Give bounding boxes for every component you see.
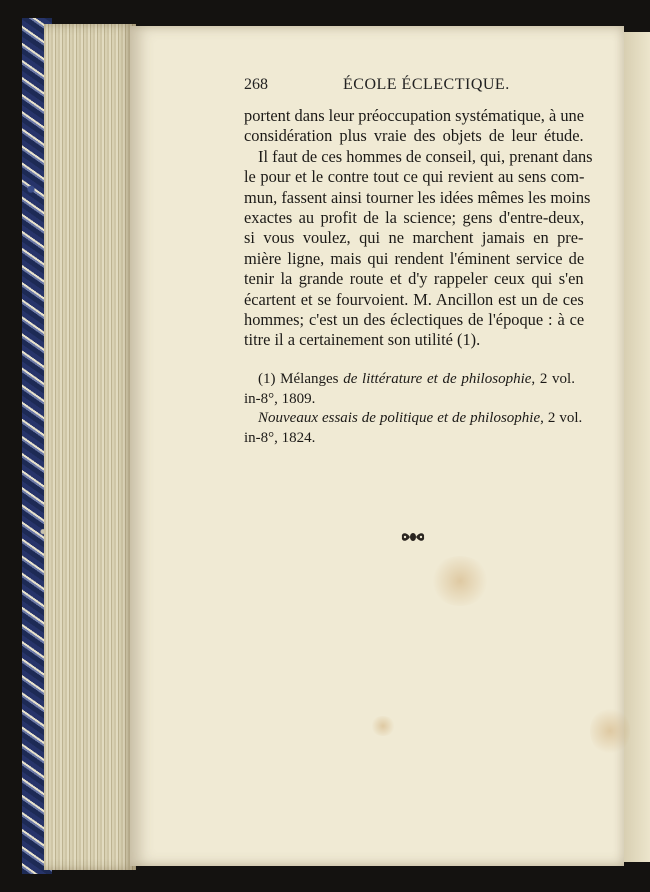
- body-text: [244, 106, 593, 351]
- text-line-content: écartent et se fourvoient. M. Ancillon est un de ces: [244, 289, 584, 309]
- page-edges: [44, 24, 136, 870]
- text-line-content: mun, fassent ainsi tourner les idées mêmes les moins: [244, 187, 591, 207]
- running-head: ÉCOLE ÉCLECTIQUE.: [343, 76, 510, 93]
- footnote-2-title: Nouveaux essais de politique et de philosophie: [258, 410, 541, 426]
- footnotes: [244, 370, 584, 448]
- text-line-content: le pour et le contre tout ce qui revient au sens com-: [244, 167, 585, 187]
- fleuron-ornament-icon: [400, 530, 426, 544]
- text-line: [244, 126, 584, 146]
- foxing-stain: [370, 716, 396, 736]
- page-header: [244, 76, 584, 98]
- text-line: [244, 146, 593, 167]
- text-line-content: exactes au profit de la science; gens d'entre-deux,: [244, 207, 585, 227]
- text-line-content: tenir la grande route et d'y rappeler ceux qui s'en: [244, 269, 584, 289]
- text-line-content: titre il a certainement son utilité (1).: [244, 330, 481, 350]
- text-line: [244, 187, 591, 208]
- text-line: [244, 228, 584, 248]
- foxing-stain: [590, 706, 630, 756]
- footnote-1-rest: , 2 vol.: [531, 371, 575, 387]
- text-line-content: si vous voulez, qui ne marchent jamais en pre-: [244, 228, 584, 248]
- text-line: [244, 269, 584, 289]
- footnote-1-marker: (1) Mélanges: [258, 371, 344, 387]
- text-line: [244, 106, 584, 126]
- footnote-1: [244, 370, 584, 390]
- text-line: [244, 290, 584, 310]
- footnote-2: [244, 409, 584, 429]
- text-line: [244, 249, 584, 269]
- text-line-content: portent dans leur préoccupation systématique, à une: [244, 106, 584, 125]
- text-line-content: Il faut de ces hommes de conseil, qui, prenant dans: [258, 146, 593, 166]
- footnote-1-title: de littérature et de philosophie: [343, 371, 532, 387]
- text-line: [244, 167, 584, 187]
- text-line: [244, 310, 584, 330]
- text-line-content: mière ligne, mais qui rendent l'éminent service de: [244, 248, 585, 268]
- footnote-2-rest: , 2 vol.: [540, 410, 583, 426]
- footnote-1-line2: in-8°, 1809.: [244, 390, 316, 407]
- foxing-stain: [430, 556, 490, 606]
- text-line-content: hommes; c'est un des éclectiques de l'époque : à ce: [244, 309, 585, 329]
- text-line: [244, 208, 584, 228]
- text-line: [244, 330, 584, 350]
- text-line-content: considération plus vraie des objets de leur étude.: [244, 126, 584, 146]
- page-number: 268: [244, 76, 268, 93]
- footnote-2-line2: in-8°, 1824.: [244, 429, 316, 446]
